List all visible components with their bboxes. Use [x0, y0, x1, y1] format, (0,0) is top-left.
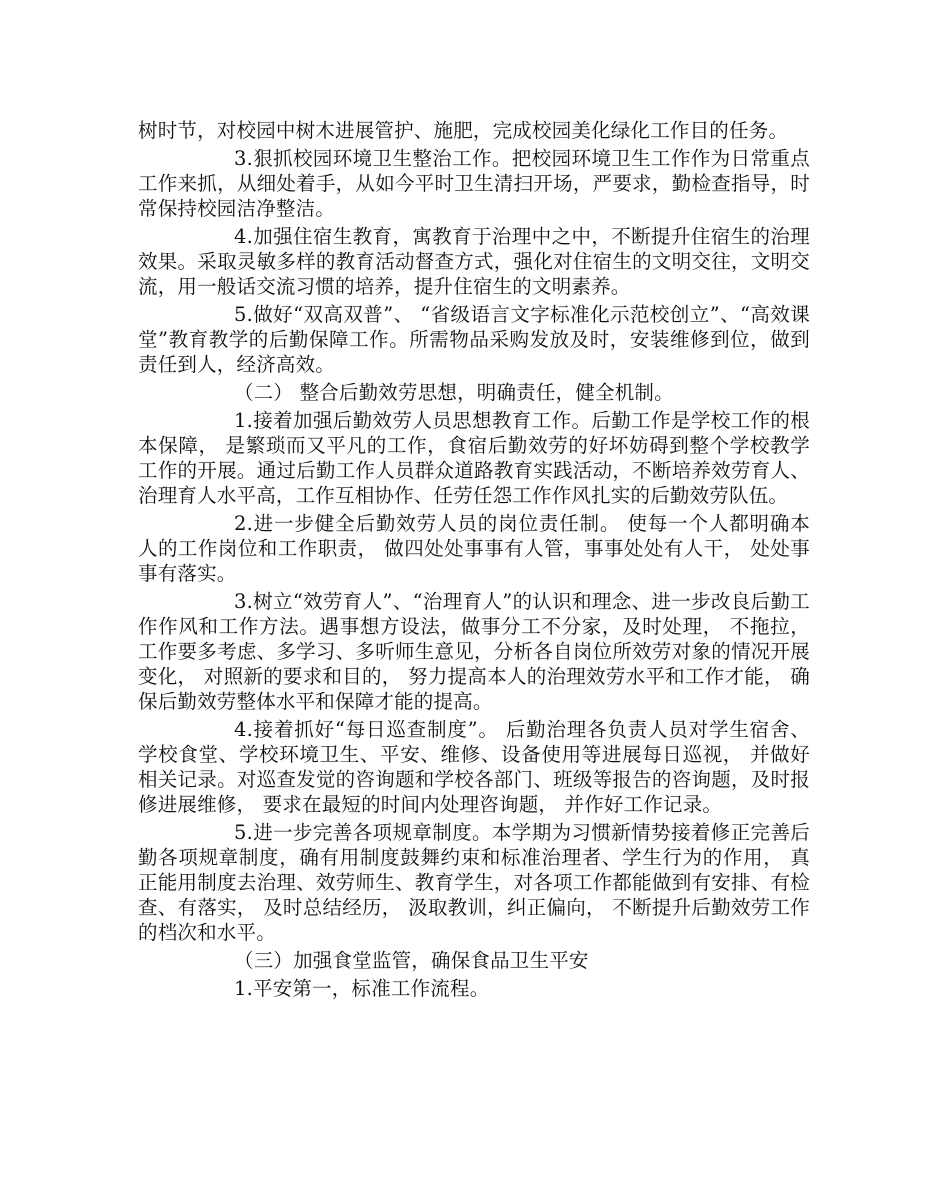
paragraph-item-5-support: 5.做好“双高双普”、 “省级语言文字标准化示范校创立”、“高效课堂”教育教学的后勤保障工作。所需物品采购发放及时，安装维修到位，做到责任到人，经济高效。 — [138, 303, 810, 376]
paragraph-item-4-inspection: 4.接着抓好“每日巡查制度”。 后勤治理各负责人员对学生宿舍、学校食堂、学校环境卫生、平安、维修、设备使用等进展每日巡视， 并做好相关记录。对巡查发觉的咨询题和学校各部门、班级等报告的咨询题，及时报修进展维修， 要求在最短的时间内处理咨询题， 并作好工作记录。 — [138, 718, 810, 816]
section-heading-3: （三）加强食堂监管，确保食品卫生平安 — [234, 949, 589, 972]
paragraph-item-4-boarding: 4.加强住宿生教育，寓教育于治理中之中，不断提升住宿生的治理效果。采取灵敏多样的教育活动督查方式，强化对住宿生的文明交往，文明交流，用一般话交流习惯的培养，提升住宿生的文明素养。 — [138, 225, 810, 298]
document-body — [138, 118, 810, 1004]
paragraph-item-1-education: 1.接着加强后勤效劳人员思想教育工作。后勤工作是学校工作的根本保障， 是繁琐而又平凡的工作，食宿后勤效劳的好坏妨碍到整个学校教学工作的开展。通过后勤工作人员群众道路教育实践活动，不断培养效劳育人、治理育人水平高，工作互相协作、任劳任怨工作作风扎实的后勤效劳队伍。 — [138, 409, 810, 507]
paragraph-item-1-safety: 1.平安第一，标准工作流程。 — [234, 977, 490, 1000]
section-heading-2: （二） 整合后勤效劳思想，明确责任，健全机制。 — [234, 381, 674, 404]
paragraph-item-5-regulations: 5.进一步完善各项规章制度。本学期为习惯新情势接着修正完善后勤各项规章制度，确有用制度鼓舞约束和标准治理者、学生行为的作用， 真正能用制度去治理、效劳师生、教育学生，对各项工作都能做到有安排、有检查、有落实， 及时总结经历， 汲取教训，纠正偏向， 不断提升后勤效劳工作的档次和水平。 — [138, 821, 810, 944]
paragraph-item-3-sanitation: 3.狠抓校园环境卫生整治工作。把校园环境卫生工作作为日常重点工作来抓，从细处着手，从如今平时卫生清扫开场，严要求，勤检查指导，时常保持校园洁净整洁。 — [138, 147, 810, 220]
paragraph-item-2-responsibility: 2.进一步健全后勤效劳人员的岗位责任制。 使每一个人都明确本人的工作岗位和工作职责， 做四处处事事有人管，事事处处有人干， 处处事事有落实。 — [138, 512, 810, 585]
paragraph-continued: 树时节，对校园中树木进展管护、施肥，完成校园美化绿化工作目的任务。 — [138, 119, 789, 142]
paragraph-item-3-concept: 3.树立“效劳育人”、“治理育人”的认识和理念、进一步改良后勤工作作风和工作方法。遇事想方设法，做事分工不分家，及时处理， 不拖拉，工作要多考虑、多学习、多听师生意见，分析各自岗位所效劳对象的情况开展变化， 对照新的要求和目的， 努力提高本人的治理效劳水平和工作才能， 确保后勤效劳整体水平和保障才能的提高。 — [138, 590, 810, 713]
